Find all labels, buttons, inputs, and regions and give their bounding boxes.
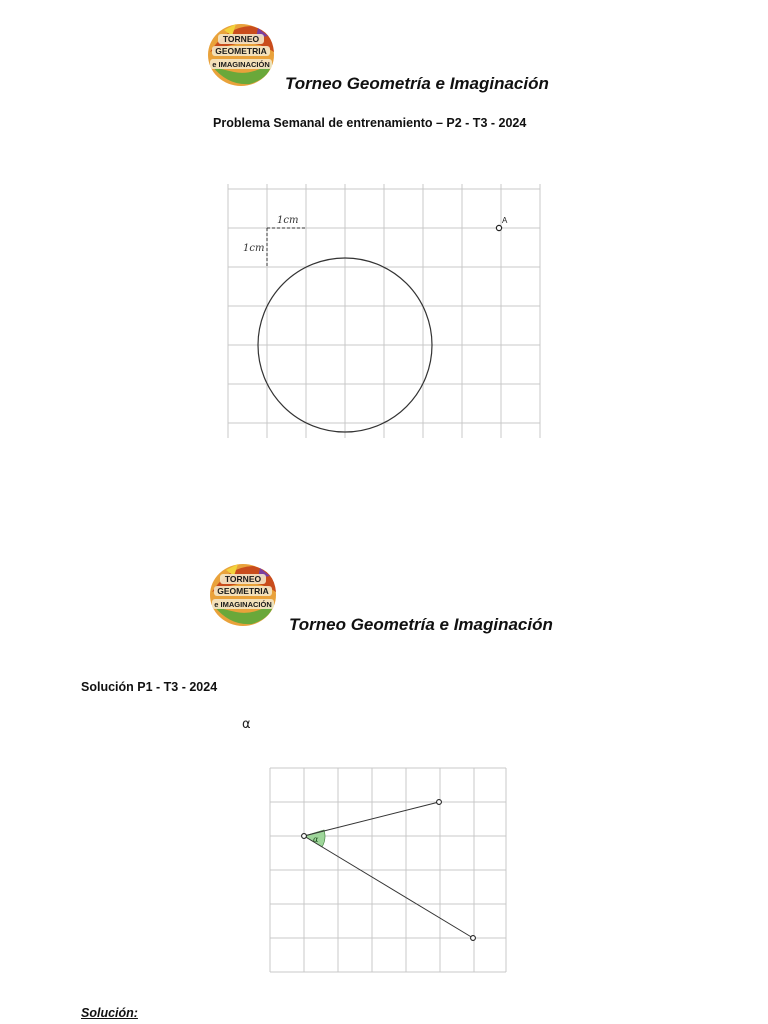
upper-endpoint (437, 800, 442, 805)
grid (228, 184, 540, 438)
alpha-symbol: α (242, 717, 251, 732)
logo2-text-line2: GEOMETRIA (217, 586, 269, 596)
page-title: Torneo Geometría e Imaginación (285, 74, 549, 93)
scale-y-label: 1cm (243, 243, 265, 254)
vertex-point (302, 834, 307, 839)
logo-text-line1: TORNEO (222, 34, 260, 44)
grid-2 (270, 768, 506, 972)
problem-figure (222, 180, 546, 442)
logo-text-line3: e IMAGINACIÓN (212, 60, 270, 69)
segment-lower (304, 836, 473, 938)
scale-x-label: 1cm (277, 215, 299, 226)
logo-text-line2: GEOMETRIA (215, 46, 267, 56)
logo-torneo-2 (208, 562, 278, 628)
logo2-text-line3: e IMAGINACIÓN (214, 600, 272, 609)
solution-subtitle: Solución P1 - T3 - 2024 (81, 680, 218, 694)
logo-torneo (206, 22, 276, 88)
problem-subtitle: Problema Semanal de entrenamiento – P2 - T3 - 2024 (213, 116, 527, 130)
solution-label: Solución: (81, 1006, 138, 1020)
logo2-text-line1: TORNEO (224, 574, 262, 584)
angle-label: α (313, 835, 319, 844)
point-a (496, 225, 501, 230)
point-a-label: A (502, 216, 508, 225)
solution-figure (268, 766, 510, 976)
page-title-2: Torneo Geometría e Imaginación (289, 615, 553, 634)
lower-endpoint (471, 936, 476, 941)
